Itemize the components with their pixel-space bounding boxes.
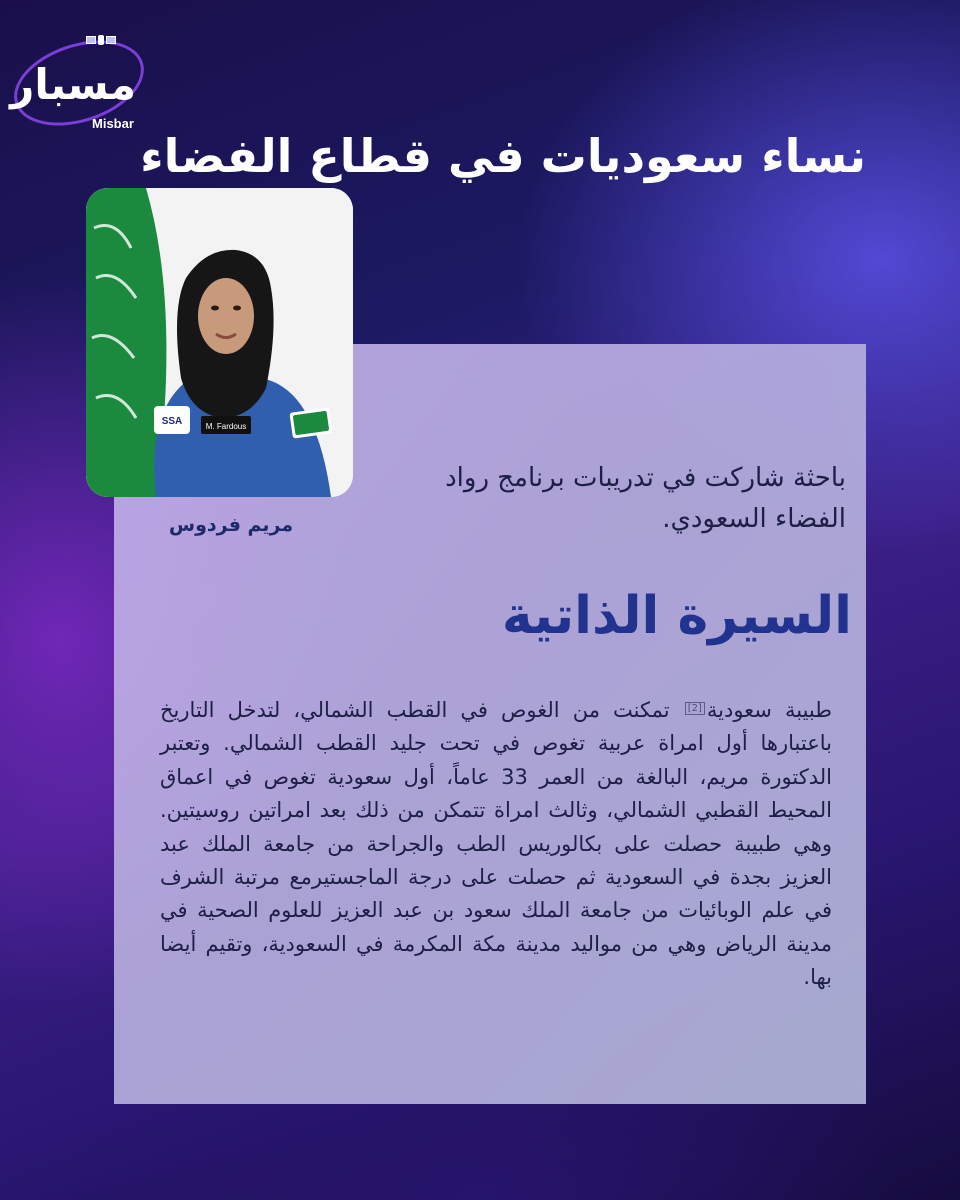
ssa-patch-text: SSA <box>161 416 183 427</box>
satellite-icon <box>86 34 116 46</box>
page-title: نساء سعوديات في قطاع الفضاء <box>140 129 866 183</box>
logo-subtext: Misbar <box>92 116 134 131</box>
bio-text-part1: طبيبة سعودية <box>706 698 832 722</box>
citation-link[interactable]: [2] <box>685 702 705 715</box>
saudi-flag <box>86 188 166 497</box>
portrait-illustration <box>86 188 353 497</box>
misbar-logo <box>8 34 148 131</box>
profile-name: مريم فردوس <box>168 514 294 536</box>
profile-intro: باحثة شاركت في تدريبات برنامج رواد الفضاء السعودي. <box>445 463 846 534</box>
section-title: السيرة الذاتية <box>501 586 852 646</box>
profile-photo <box>86 188 353 497</box>
bio-text <box>160 692 832 995</box>
bio-text-part2: تمكنت من الغوص في القطب الشمالي، لتدخل التاريخ باعتبارها أول امراة عربية تغوص في تحت جليد القطب الشمالي. وتعتبر الدكتورة مريم، البالغة من العمر 33 عاماً، أول سعودية تغوص في اعماق المحيط القطبي الشمالي، وثالث امراة تتمكن من ذلك بعد امراتين روسيتين. وهي طبيبة حصلت على بكالوريس الطب والجراحة من جامعة الملك عبد العزيز بجدة في السعودية ثم حصلت على درجة الماجستيرمع مرتبة الشرف في علم الوبائيات من جامعة الملك سعود بن عبد العزيز للعلوم الصحية في مدينة الرياض وهي من مواليد مدينة مكة المكرمة في السعودية، وتقيم أيضا بها. <box>160 698 832 990</box>
name-badge-text: M. Fardous <box>205 422 247 431</box>
logo-text: مسبار <box>10 60 136 109</box>
face <box>198 278 254 354</box>
